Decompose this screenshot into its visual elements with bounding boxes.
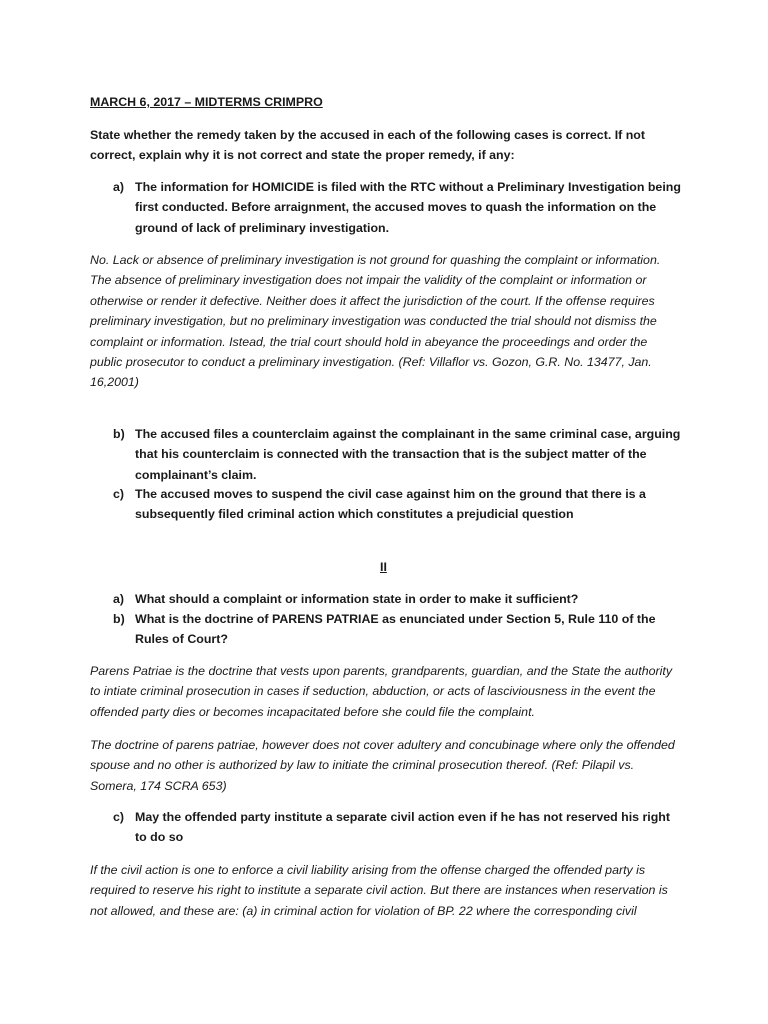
question-1b bbox=[113, 424, 685, 485]
question-text: The information for HOMICIDE is filed with the RTC without a Preliminary Investigation being first conducted. Before arraignment, the accused moves to quash the information on the ground of lack of preliminary investigation. bbox=[135, 180, 681, 235]
answer-1a: No. Lack or absence of preliminary investigation is not ground for quashing the complaint or information. The absence of preliminary investigation does not impair the validity of the complaint or information or otherwise or render it defective. Neither does it affect the jurisdiction of the court. If the offense requires preliminary investigation, but no preliminary investigation was conducted the trial should not dismiss the complaint or information. Istead, the trial court should hold in abeyance the proceedings and order the public prosecutor to conduct a preliminary investigation. (Ref: Villaflor vs. Gozon, G.R. No. 13477, Jan. 16,2001) bbox=[90, 253, 661, 390]
question-2c bbox=[113, 807, 685, 848]
question-1a bbox=[113, 177, 685, 238]
question-2a bbox=[113, 589, 685, 609]
question-label: c) bbox=[113, 487, 125, 501]
answer-2b-paragraph-2: The doctrine of parens patriae, however does not cover adultery and concubinage where only the offended spouse and no other is authorized by law to initiate the criminal prosecution thereof. (Ref: Pilapil vs. Somera, 174 SCRA 653) bbox=[90, 738, 675, 793]
question-text: The accused files a counterclaim against the complainant in the same criminal case, arguing that his counterclaim is connected with the transaction that is the subject matter of the complainant’s claim. bbox=[135, 427, 681, 482]
question-text: May the offended party institute a separate civil action even if he has not reserved his right to do so bbox=[135, 810, 671, 845]
question-text: What is the doctrine of PARENS PATRIAE as enunciated under Section 5, Rule 110 of the Rules of Court? bbox=[135, 612, 656, 647]
page-title: MARCH 6, 2017 – MIDTERMS CRIMPRO bbox=[90, 95, 323, 109]
question-1c bbox=[113, 484, 685, 525]
question-label: a) bbox=[113, 592, 125, 606]
question-label: a) bbox=[113, 180, 125, 194]
answer-2b-paragraph-1: Parens Patriae is the doctrine that vests upon parents, grandparents, guardian, and the State the authority to intiate criminal prosecution in cases if seduction, abduction, or acts of lasciviousness in the event the offended party dies or becomes incapacitated before she could file the complaint. bbox=[90, 664, 673, 719]
instruction-text: State whether the remedy taken by the accused in each of the following cases is correct. If not correct, explain why it is not correct and state the proper remedy, if any: bbox=[90, 128, 645, 163]
question-2b bbox=[113, 609, 685, 650]
answer-2c: If the civil action is one to enforce a civil liability arising from the offense charged the offended party is required to reserve his right to institute a separate civil action. But there are instances when reservation is not allowed, and these are: (a) in criminal action for violation of BP. 22 where the corresponding civil bbox=[90, 863, 668, 918]
question-label: b) bbox=[113, 427, 125, 441]
question-text: The accused moves to suspend the civil case against him on the ground that there is a subsequently filed criminal action which constitutes a prejudicial question bbox=[135, 487, 646, 522]
question-label: b) bbox=[113, 612, 125, 626]
question-text: What should a complaint or information state in order to make it sufficient? bbox=[135, 592, 579, 606]
question-label: c) bbox=[113, 810, 125, 824]
section-heading: II bbox=[380, 560, 387, 574]
